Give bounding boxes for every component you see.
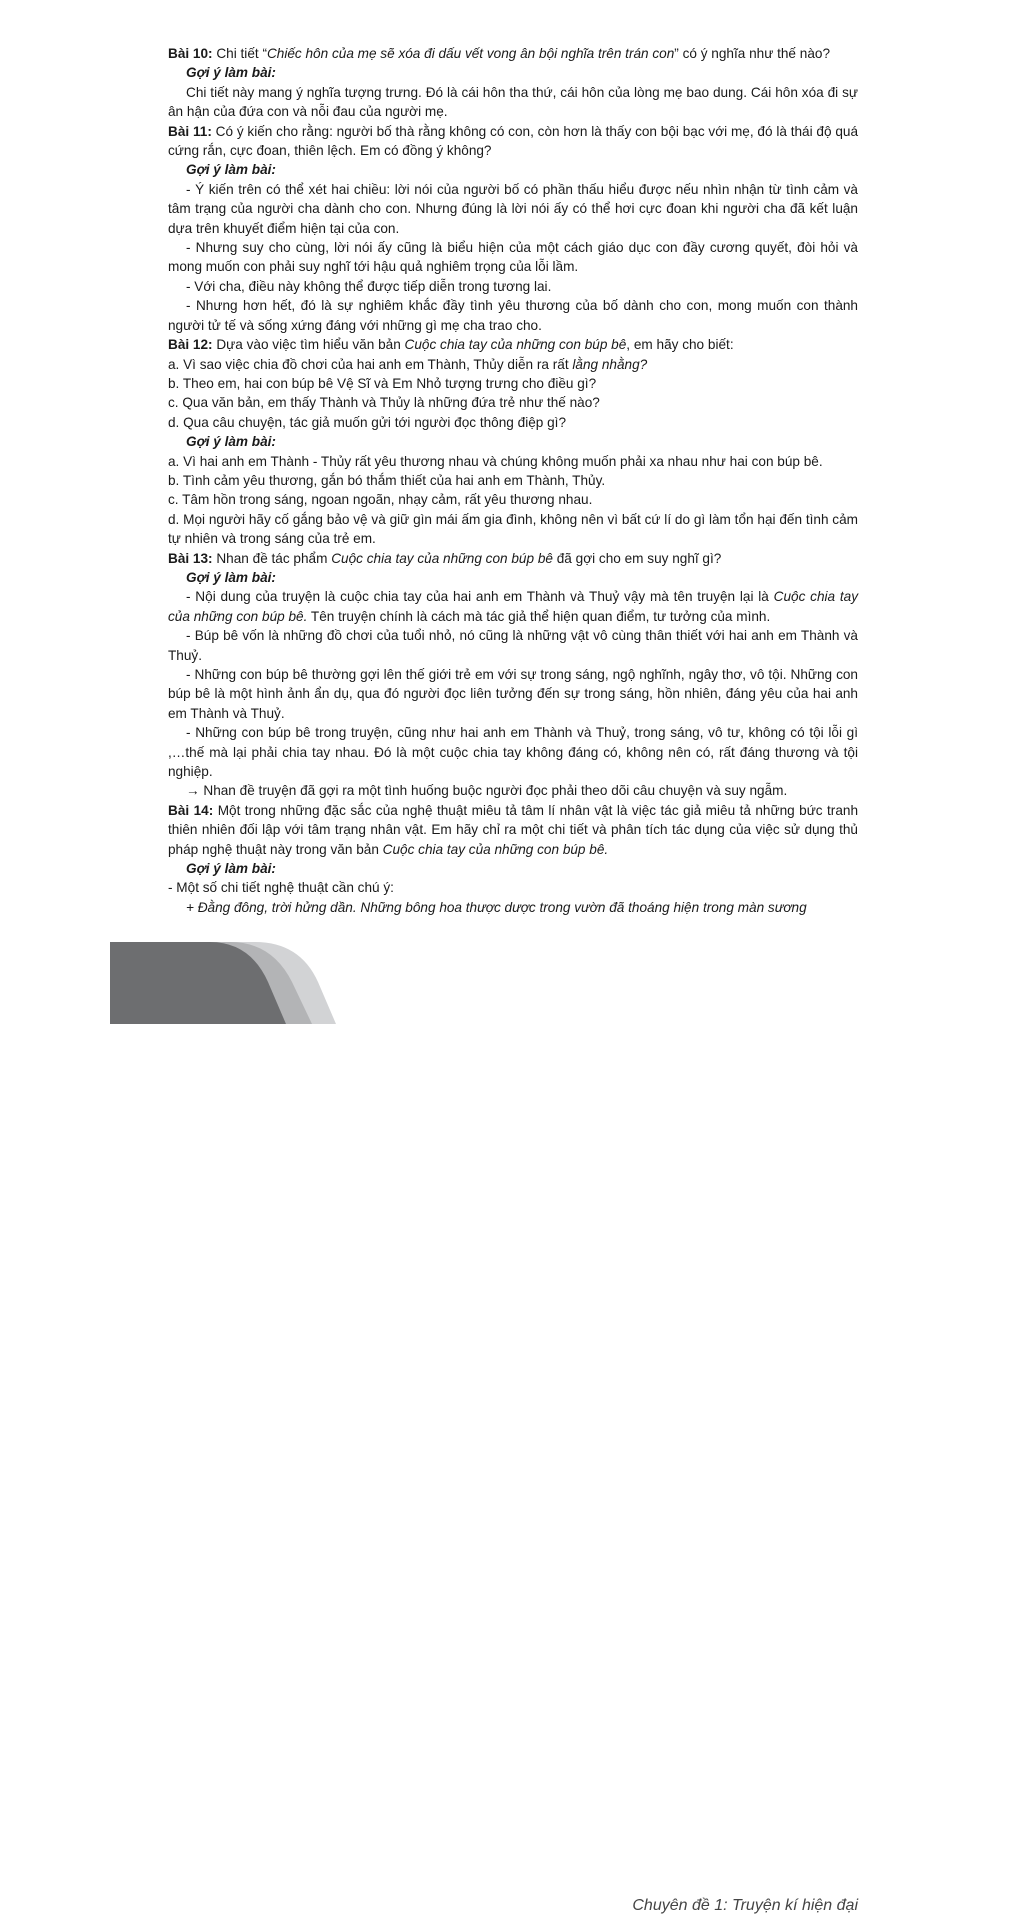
page-content <box>168 44 858 917</box>
question-text: Có ý kiến cho rằng: người bố thà rằng không có con, còn hơn là thấy con bội bạc với mẹ, đó là thái độ quá cứng rắn, cực đoan, thiên lệch. Em có đồng ý không? <box>168 123 859 159</box>
answer-paragraph: - Những con búp bê trong truyện, cũng như hai anh em Thành và Thuỷ, trong sáng, vô tư, không có tội lỗi gì ,…thế mà lại phải chia tay nhau. Đó là một cuộc chia tay không đáng có, không nên có, rất đáng thương và tội nghiệp. <box>168 725 858 780</box>
hint-heading: Gợi ý làm bài: <box>186 434 276 450</box>
question-14 <box>168 801 858 859</box>
answer-paragraph: - Ý kiến trên có thể xét hai chiều: lời nói của người bố có phần thấu hiểu được nếu nhìn nhận từ tình cảm và tâm trạng của người cha dành cho con. Nhưng đúng là lời nói ấy có thể hơi cực đoan khi người cha đã kết luận dựa trên khuyết điểm hiện tại của con. <box>168 181 858 236</box>
answer-c: c. Tâm hồn trong sáng, ngoan ngoãn, nhạy cảm, rất yêu thương nhau. <box>168 492 593 508</box>
answer-paragraph: - Một số chi tiết nghệ thuật cần chú ý: <box>168 880 394 896</box>
hint-heading: Gợi ý làm bài: <box>186 162 276 178</box>
answer-a: a. Vì hai anh em Thành - Thủy rất yêu thương nhau và chúng không muốn phải xa nhau như hai con búp bê. <box>168 453 823 469</box>
question-quote: Chiếc hôn của mẹ sẽ xóa đi dấu vết vong ân bội nghĩa trên trán con <box>266 46 675 61</box>
hint-heading: Gợi ý làm bài: <box>186 861 276 877</box>
question-text: Dựa vào việc tìm hiểu văn bản <box>212 337 405 353</box>
work-title: Cuộc chia tay của những con búp bê. <box>382 841 609 857</box>
question-text: a. Vì sao việc chia đồ chơi của hai anh em Thành, Thủy diễn ra rất <box>168 356 573 372</box>
answer-paragraph: - Búp bê vốn là những đồ chơi của tuổi nhỏ, nó cũng là những vật vô cùng thân thiết với hai anh em Thành và Thuỷ. <box>168 628 858 663</box>
question-text: Nhan đề tác phẩm <box>212 550 332 566</box>
question-text: , em hãy cho biết: <box>626 337 734 353</box>
question-text: ” có ý nghĩa như thế nào? <box>674 46 831 61</box>
sub-question-a <box>168 355 858 374</box>
hint-heading: Gợi ý làm bài: <box>186 65 276 81</box>
question-text: đã gợi cho em suy nghĩ gì? <box>552 550 722 566</box>
page-footer <box>0 942 1024 1918</box>
conclusion-paragraph: → Nhan đề truyện đã gợi ra một tình huống buộc người đọc phải theo dõi câu chuyện và suy ngẫm. <box>186 783 788 799</box>
chapter-title: Chuyên đề 1: Truyện kí hiện đại <box>632 1897 858 1914</box>
question-label: Bài 11: <box>168 123 212 139</box>
answer-d: d. Mọi người hãy cố gắng bảo vệ và giữ gìn mái ấm gia đình, không nên vì bất cứ lí do gì làm tổn hại đến tình cảm tự nhiên và trong sáng của trẻ em. <box>168 511 858 547</box>
question-label: Bài 10: <box>168 46 213 61</box>
question-12 <box>168 335 858 354</box>
answer-b: b. Tình cảm yêu thương, gắn bó thắm thiết của hai anh em Thành, Thủy. <box>168 472 606 488</box>
answer-paragraph: - Nhưng hơn hết, đó là sự nghiêm khắc đầy tình yêu thương của bố dành cho con, mong muốn con thành người tử tế và sống xứng đáng với những gì mẹ cha trao cho. <box>168 298 858 333</box>
work-title: Cuộc chia tay của những con búp bê <box>404 337 627 353</box>
answer-paragraph: - Những con búp bê thường gợi lên thế giới trẻ em với sự trong sáng, ngộ nghĩnh, ngây thơ, vô tội. Những con búp bê là một hình ảnh ẩn dụ, qua đó người đọc liên tưởng đến sự trong sáng, hồn nhiên, đáng yêu của hai anh em Thành và Thuỷ. <box>168 667 858 721</box>
sub-question-b: b. Theo em, hai con búp bê Vệ Sĩ và Em Nhỏ tượng trưng cho điều gì? <box>168 375 597 391</box>
question-11 <box>168 122 858 161</box>
question-text: Một trong những đặc sắc của nghệ thuật miêu tả tâm lí nhân vật là việc tác giả miêu tả những bức tranh thiên nhiên đối lập với tâm trạng nhân vật. Em hãy chỉ ra một chi tiết và phân tích tác dụng của việc sử dụng thủ pháp nghệ thuật này trong văn bản <box>168 802 859 857</box>
sub-question-d: d. Qua câu chuyện, tác giả muốn gửi tới người đọc thông điệp gì? <box>168 414 567 430</box>
question-13 <box>168 549 858 568</box>
hint-heading: Gợi ý làm bài: <box>186 569 276 585</box>
footer-band-graphic <box>0 942 1024 1024</box>
answer-text: Tên truyện chính là cách mà tác giả thể hiện quan điểm, tư tưởng của mình. <box>307 608 771 624</box>
answer-paragraph: - Nhưng suy cho cùng, lời nói ấy cũng là biểu hiện của một cách giáo dục con đầy cương quyết, đòi hỏi và mong muốn con phải suy nghĩ tới hậu quả nghiêm trọng của lỗi lầm. <box>168 240 858 275</box>
work-title: Cuộc chia tay của những con búp bê <box>331 550 553 566</box>
answer-paragraph <box>168 587 858 626</box>
question-label: Bài 12: <box>168 337 213 353</box>
sub-question-c: c. Qua văn bản, em thấy Thành và Thủy là những đứa trẻ như thế nào? <box>168 395 600 411</box>
question-10 <box>168 44 858 63</box>
answer-text: - Nội dung của truyện là cuộc chia tay của hai anh em Thành và Thuỷ vậy mà tên truyện lại là <box>186 589 774 605</box>
page-number: 18 <box>168 1895 192 1918</box>
answer-paragraph: + Đằng đông, trời hửng dần. Những bông hoa thược dược trong vườn đã thoáng hiện trong màn sương <box>186 899 807 915</box>
work-title: Cuộc chia tay của những con búp bê. <box>168 589 859 624</box>
question-label: Bài 14: <box>168 802 214 818</box>
answer-paragraph: - Với cha, điều này không thể được tiếp diễn trong tương lai. <box>186 278 552 294</box>
answer-paragraph: Chi tiết này mang ý nghĩa tượng trưng. Đó là cái hôn tha thứ, cái hôn của lòng mẹ bao dung. Cái hôn xóa đi sự ân hận của đứa con và nỗi đau của người mẹ. <box>168 84 858 120</box>
question-label: Bài 13: <box>168 550 213 566</box>
question-text: Chi tiết “ <box>212 46 267 61</box>
question-emphasis: lằng nhằng? <box>572 356 648 372</box>
